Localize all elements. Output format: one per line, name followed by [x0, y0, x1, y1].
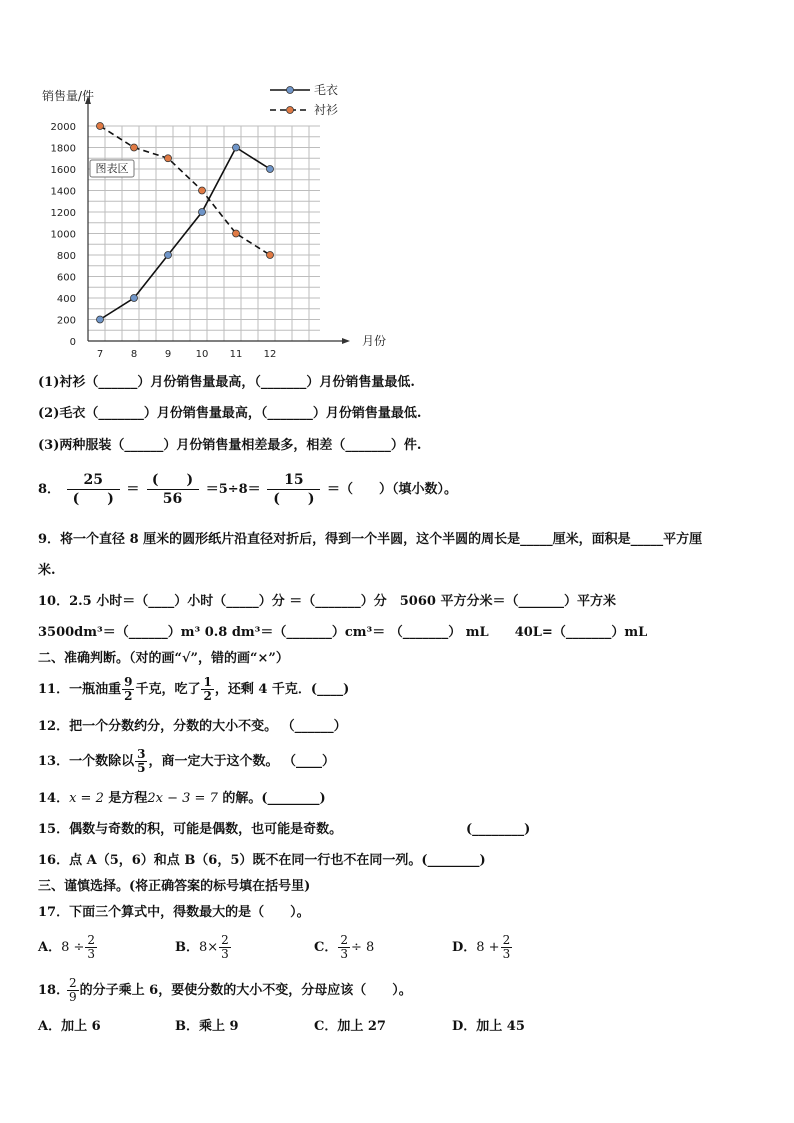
q17-option-d[interactable]: D．8 + $\frac{2}{3}$ [452, 933, 511, 961]
q17-option-c[interactable]: C． $\frac{2}{3}$ ÷ 8 [314, 933, 375, 961]
y-tick-label: 1000 [50, 229, 76, 241]
x-axis-arrow [342, 338, 350, 344]
x-tick-label: 10 [195, 349, 209, 360]
x-axis-label: 月份 [362, 334, 387, 348]
q15: 15．偶数与奇数的积，可能是偶数，也可能是奇数。 (________) [38, 822, 531, 837]
q13: 13．一个数除以 $\frac{3}{5}$ ，商一定大于这个数。 （____） [38, 747, 335, 775]
q7-part3: (3)两种服装（______）月份销售量相差最多，相差（_______）件. [38, 438, 422, 453]
legend-marker [287, 87, 294, 94]
data-point [233, 144, 240, 151]
q17-stem: 17．下面三个算式中，得数最大的是（ ）。 [38, 905, 310, 920]
q11: 11．一瓶油重 $\frac{9}{2}$ 千克，吃了 $\frac{1}{2}$ ，还剩 4 千克．(____) [38, 675, 350, 703]
q17-option-a[interactable]: A．8 ÷ $\frac{2}{3}$ [38, 933, 96, 961]
data-point [165, 252, 172, 259]
y-tick-label: 200 [56, 315, 76, 327]
y-tick-label: 1600 [50, 165, 76, 176]
x-tick-label: 11 [229, 349, 243, 360]
x-tick-label: 8 [130, 349, 138, 360]
q7-part2: (2)毛衣（_______）月份销售量最高，（_______）月份销售量最低. [38, 406, 422, 421]
q18-option-c[interactable]: C．加上 27 [314, 1019, 386, 1034]
data-point [267, 252, 274, 259]
q13-fraction: $\frac{3}{5}$ [137, 747, 146, 775]
q9-line2: 米. [38, 563, 56, 578]
section-3-title: 三、谨慎选择。(将正确答案的标号填在括号里) [38, 879, 311, 894]
data-point [165, 155, 172, 162]
x-tick-label: 9 [164, 349, 172, 360]
x-tick-label: 12 [263, 349, 277, 360]
q8-fraction-1: $\frac{25}{( )}$ [67, 471, 120, 508]
q9-line1: 9．将一个直径 8 厘米的圆形纸片沿直径对折后，得到一个半圆，这个半圆的周长是_____厘米，面积是_____平方厘 [38, 532, 703, 547]
legend-marker [287, 107, 294, 114]
y-tick-label: 1400 [50, 186, 76, 198]
q14: 14．x = 2 是方程2x − 3 = 7 的解。(________) [38, 791, 326, 806]
data-point [199, 187, 206, 194]
y-tick-label: 1200 [50, 208, 76, 219]
q8-number: 8． [38, 482, 61, 497]
q8-fraction-2: $\frac{( )}{56}$ [146, 471, 199, 508]
legend-label: 毛衣 [314, 83, 339, 97]
data-point [97, 316, 104, 323]
data-point [199, 209, 206, 216]
q18-option-d[interactable]: D．加上 45 [452, 1019, 525, 1034]
q18-option-a[interactable]: A．加上 6 [38, 1019, 101, 1034]
y-tick-label: 0 [69, 337, 76, 348]
section-2-title: 二、准确判断。（对的画“√”，错的画“×”） [38, 651, 289, 666]
q8: 8． $\frac{25}{( )}$ ＝ $\frac{( )}{56}$ ＝5÷8＝ $\frac{15}{( )}$ ＝（ ）（填小数）。 [38, 472, 457, 507]
q10-line2: 3500dm³＝（______）m³ 0.8 dm³＝（_______）cm³＝ （_______） mL 40L=（_______）mL [38, 625, 648, 640]
y-tick-label: 2000 [50, 122, 76, 133]
y-tick-label: 800 [56, 251, 76, 262]
data-point [97, 123, 104, 130]
q7-part1: (1)衬衫（______）月份销售量最高，（_______）月份销售量最低. [38, 375, 415, 390]
y-tick-label: 1800 [50, 143, 76, 155]
legend-label: 衬衫 [314, 103, 339, 117]
q10-line1: 10．2.5 小时＝（____）小时（_____）分 ＝（_______）分 5060 平方分米＝（_______）平方米 [38, 594, 616, 609]
data-point [233, 230, 240, 237]
data-point [267, 166, 274, 173]
q11-fraction-2: $\frac{1}{2}$ [203, 675, 212, 703]
chart-area-tag: 图表区 [95, 162, 129, 175]
q12: 12．把一个分数约分，分数的大小不变。 （______） [38, 719, 347, 734]
q16: 16．点 A（5，6）和点 B（6，5）既不在同一行也不在同一列。(________) [38, 853, 486, 868]
y-tick-label: 400 [56, 294, 76, 305]
y-tick-label: 600 [56, 272, 76, 284]
y-axis-label: 销售量/件 [42, 89, 95, 103]
q17-option-b[interactable]: B．8× $\frac{2}{3}$ [175, 933, 229, 961]
data-point [131, 295, 138, 302]
q8-fraction-3: $\frac{15}{( )}$ [267, 471, 320, 508]
sales-line-chart [30, 80, 390, 370]
q18-option-b[interactable]: B．乘上 9 [175, 1019, 239, 1034]
x-tick-label: 7 [96, 349, 104, 360]
q18-stem: 18． $\frac{2}{9}$ 的分子乘上 6，要使分数的大小不变，分母应该（ ）。 [38, 976, 412, 1004]
q11-fraction-1: $\frac{9}{2}$ [124, 675, 133, 703]
data-point [131, 144, 138, 151]
